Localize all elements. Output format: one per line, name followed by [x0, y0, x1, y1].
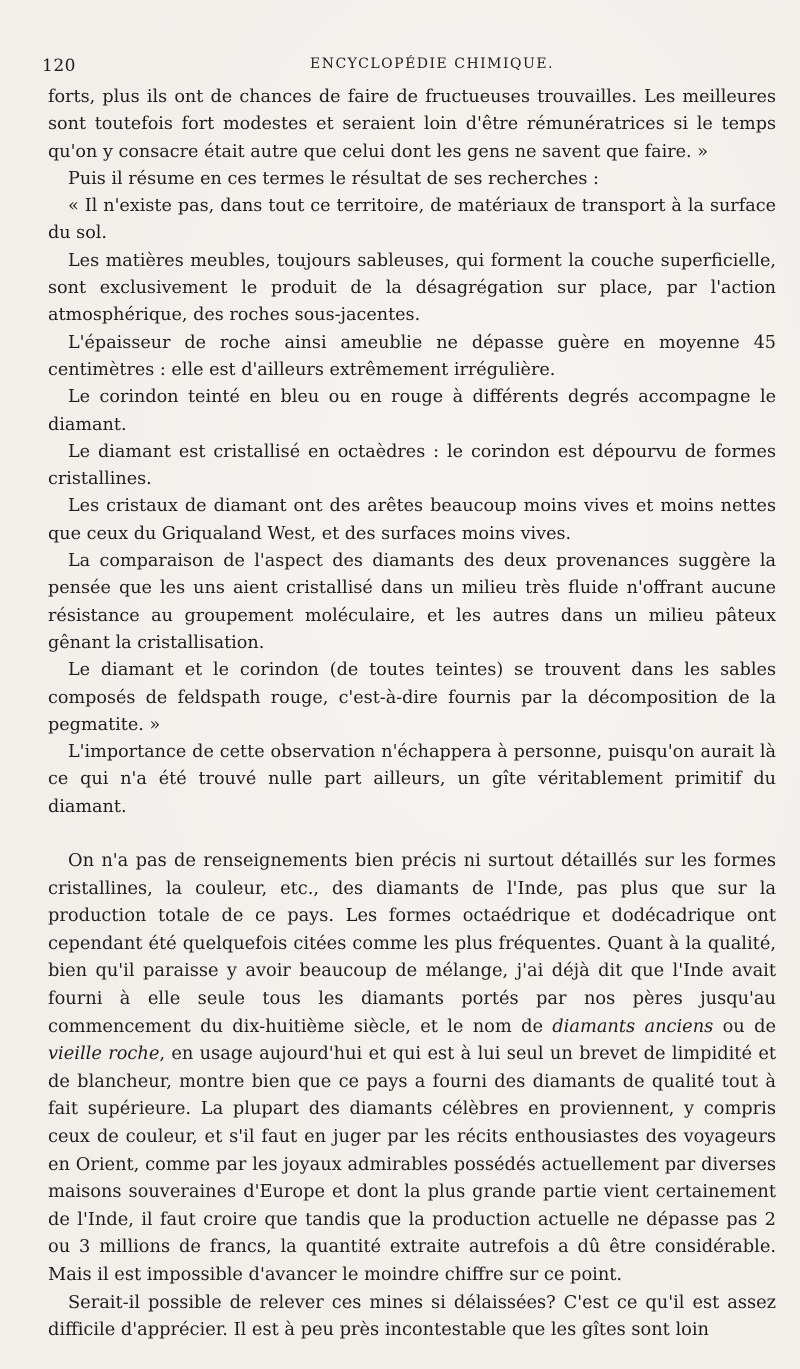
paragraph: La comparaison de l'aspect des diamants des deux provenances suggère la pensée que les uns aient cristallisé dans un milieu très fluide n'offrant aucune résistance au groupement moléculaire, et les autres dans un milieu pâteux gênant la cristallisation. — [48, 551, 776, 653]
page-number: 120 — [42, 56, 76, 76]
paragraph: L'importance de cette observation n'échappera à personne, puisqu'on aurait là ce qui n'a été trouvé nulle part ailleurs, un gîte véritablement primitif du diamant. — [48, 742, 776, 817]
running-head — [42, 50, 776, 78]
india-text-3: , en usage aujourd'hui et qui est à lui seul un brevet de limpidité et de blancheur, montre bien que ce pays a fourni des diamants de qualité tout à fait supérieure. La plupart des diamants célèbres en proviennent, y compris ceux de couleur, et s'il faut en juger par les récits enthousiastes des voyageurs en Orient, comme par les joyaux admirables possédés actuellement par diverses maisons souveraines d'Europe et dont la plus grande partie vient certainement de l'Inde, il faut croire que tandis que la production actuelle ne dépasse pas 2 ou 3 millions de francs, la quantité extraite autrefois a dû être considérable. Mais il est impossible d'avancer le moindre chiffre sur ce point. — [48, 1043, 776, 1285]
paragraph: L'épaisseur de roche ainsi ameublie ne dépasse guère en moyenne 45 centimètres : elle est d'ailleurs extrêmement irrégulière. — [48, 332, 776, 380]
paragraph: Le diamant est cristallisé en octaèdres : le corindon est dépourvu de formes cristallines. — [48, 441, 776, 490]
paragraph: Les matières meubles, toujours sableuses, qui forment la couche superficielle, sont exclusivement le produit de la désagrégation sur place, par l'action atmosphérique, des roches sous-jacentes. — [48, 250, 776, 326]
paragraph: « Il n'existe pas, dans tout ce territoire, de matériaux de transport à la surface du sol. — [48, 196, 776, 244]
india-text-2: ou de — [713, 1015, 776, 1037]
italic-term: vieille roche — [48, 1043, 160, 1065]
india-text-1: On n'a pas de renseignements bien précis ni surtout détaillés sur les formes cristallines, la couleur, etc., des diamants de l'Inde, pas plus que sur la production totale de ce pays. Les formes octaédrique et dodécadrique ont cependant été quelquefois citées comme les plus fréquentes. Quant à la qualité, bien qu'il paraisse y avoir beaucoup de mélange, j'ai déjà dit que l'Inde avait fourni à elle seule tous les diamants portés par nos pères jusqu'au commencement du dix-huitième siècle, et le nom de — [48, 850, 776, 1037]
paragraph: Serait-il possible de relever ces mines si délaissées? C'est ce qu'il est assez difficile d'apprécier. Il est à peu près incontestable que les gîtes sont loin — [48, 1291, 776, 1341]
paragraph: Les cristaux de diamant ont des arêtes beaucoup moins vives et moins nettes que ceux du Griqualand West, et des surfaces moins vives. — [48, 496, 776, 544]
paragraph: Le corindon teinté en bleu ou en rouge à différents degrés accompagne le diamant. — [48, 387, 776, 435]
paragraph-india — [48, 847, 776, 1289]
paragraph: Puis il résume en ces termes le résultat de ses recherches : — [68, 168, 599, 189]
paragraph: Le diamant et le corindon (de toutes teintes) se trouvent dans les sables composés de feldspath rouge, c'est-à-dire fournis par la décomposition de la pegmatite. » — [48, 660, 776, 735]
running-title: ENCYCLOPÉDIE CHIMIQUE. — [310, 56, 554, 72]
body-text — [48, 84, 776, 1344]
section-gap — [48, 821, 776, 847]
paragraph: forts, plus ils ont de chances de faire de fructueuses trouvailles. Les meilleures sont toutefois fort modestes et seraient loin d'être rémunératrices si le temps qu'on y consacre était autre que celui dont les gens ne savent que faire. » — [48, 87, 776, 162]
india-section — [48, 847, 776, 1344]
italic-term: diamants anciens — [552, 1015, 714, 1037]
